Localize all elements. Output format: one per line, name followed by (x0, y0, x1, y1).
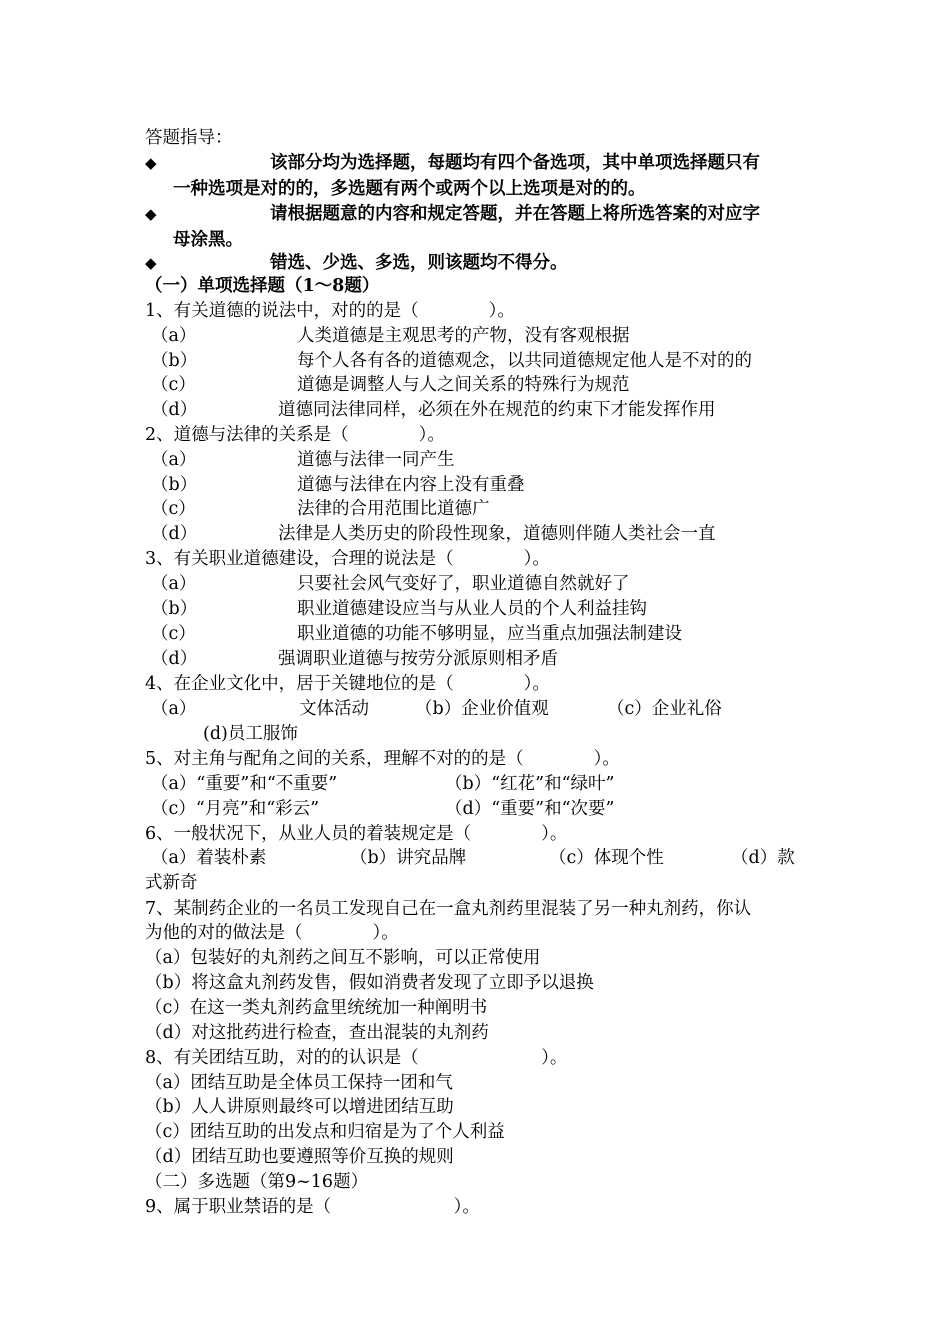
section-1-title: （一）单项选择题（1～8题） (145, 276, 380, 296)
question-5-stem: 5、对主角与配角之间的关系，理解不对的的是（ ）。 (145, 749, 620, 769)
question-8-option-d: （d）团结互助也要遵照等价互换的规则 (145, 1147, 454, 1167)
question-7-option-b: （b）将这盒丸剂药发售，假如消费者发现了立即予以退换 (145, 973, 594, 993)
question-7-option-d: （d）对这批药进行检查，查出混装的丸剂药 (145, 1023, 489, 1043)
guide-title: 答题指导： (145, 128, 233, 148)
question-8-option-b: （b）人人讲原则最终可以增进团结互助 (145, 1097, 454, 1117)
question-7-stem-line-2: 为他的对的做法是（ ）。 (145, 923, 399, 943)
question-9-stem: 9、属于职业禁语的是（ ）。 (145, 1197, 480, 1217)
question-4-stem: 4、在企业文化中，居于关键地位的是（ ）。 (145, 674, 550, 694)
diamond-bullet-icon: ◆ (145, 254, 157, 272)
question-7-option-a: （a）包装好的丸剂药之间互不影响，可以正常使用 (145, 948, 541, 968)
question-7-option-c: （c）在这一类丸剂药盒里统统加一种阐明书 (145, 998, 488, 1018)
question-6-stem: 6、一般状况下，从业人员的着装规定是（ ）。 (145, 824, 568, 844)
bullet-1-line-2: 一种选项是对的的，多选题有两个或两个以上选项是对的的。 (173, 179, 646, 199)
question-2-stem: 2、道德与法律的关系是（ ）。 (145, 425, 445, 445)
question-6-option-d-wrap: 式新奇 (145, 873, 198, 893)
question-8-option-a: （a）团结互助是全体员工保持一团和气 (145, 1073, 453, 1093)
question-8-stem: 8、有关团结互助，对的的认识是（ ）。 (145, 1048, 568, 1068)
section-2-title: （二）多选题（第9~16题） (145, 1172, 369, 1192)
bullet-3-line-1: 错选、少选、多选，则该题均不得分。 (270, 253, 568, 273)
diamond-bullet-icon: ◆ (145, 154, 157, 172)
question-3-stem: 3、有关职业道德建设，合理的说法是（ ）。 (145, 549, 550, 569)
question-1-stem: 1、有关道德的说法中，对的的是（ ）。 (145, 301, 515, 321)
bullet-1-line-1: 该部分均为选择题，每题均有四个备选项，其中单项选择题只有 (270, 153, 760, 173)
diamond-bullet-icon: ◆ (145, 205, 157, 223)
bullet-2-line-1: 请根据题意的内容和规定答题，并在答题上将所选答案的对应字 (270, 204, 760, 224)
bullet-2-line-2: 母涂黑。 (173, 230, 243, 250)
question-7-stem-line-1: 7、某制药企业的一名员工发现自己在一盒丸剂药里混装了另一种丸剂药，你认 (145, 899, 752, 919)
question-8-option-c: （c）团结互助的出发点和归宿是为了个人利益 (145, 1122, 505, 1142)
document-page: 答题指导： ◆ 该部分均为选择题，每题均有四个备选项，其中单项选择题只有 一种选项是对的的，多选题有两个或两个以上选项是对的的。 ◆ 请根据题意的内容和规定答题，并在答题上将所选答案的对应字 母涂黑。 ◆ 错选、少选、多选，则该题均不得分。 （一）单项选择题（1～8题） 1、有关道德的说法中，对的的是（ ）。 （a） 人类道德是主观思考的产物，没有客观根据 （b） 每个人各有各的道德观念，以共同道德规定他人是不对的的 （c） 道德是调整人与人之间关系的特殊行为规范 （d） 道德同法律同样，必须在外在规范的约束下才能发挥作用 2、道德与法律的关系是（ ）。 （a） 道德与法律一同产生 （b） 道德与法律在内容上没有重叠 （c） 法律的合用范围比道德广 （d） 法律是人类历史的阶段性现象，道德则伴随人类社会一直 3、有关职业道德建设，合理的说法是（ ）。 （a） 只要社会风气变好了，职业道德自然就好了 （b） 职业道德建设应当与从业人员的个人利益挂钩 （c） 职业道德的功能不够明显，应当重点加强法制建设 （d） 强调职业道德与按劳分派原则相矛盾 4、在企业文化中，居于关键地位的是（ ）。 （a） 文体活动 （b）企业价值观 （c）企业礼俗 (d)员工服饰 5、对主角与配角之间的关系，理解不对的的是（ ）。 （a）“重要”和“不重要” （b）“红花”和“绿叶” （c）“月亮”和“彩云” （d）“重要”和“次要” 6、一般状况下，从业人员的着装规定是（ ）。 （a）着装朴素 （b）讲究品牌 （c）体现个性 （d）款 式新奇 7、某制药企业的一名员工发现自己在一盒丸剂药里混装了另一种丸剂药，你认 为他的对的做法是（ ）。 （a）包装好的丸剂药之间互不影响，可以正常使用 （b）将这盒丸剂药发售，假如消费者发现了立即予以退换 （c）在这一类丸剂药盒里统统加一种阐明书 （d）对这批药进行检查，查出混装的丸剂药 8、有关团结互助，对的的认识是（ ）。 （a）团结互助是全体员工保持一团和气 （b）人人讲原则最终可以增进团结互助 （c）团结互助的出发点和归宿是为了个人利益 （d）团结互助也要遵照等价互换的规则 （二）多选题（第9~16题） 9、属于职业禁语的是（ ）。 (0, 0, 950, 1344)
